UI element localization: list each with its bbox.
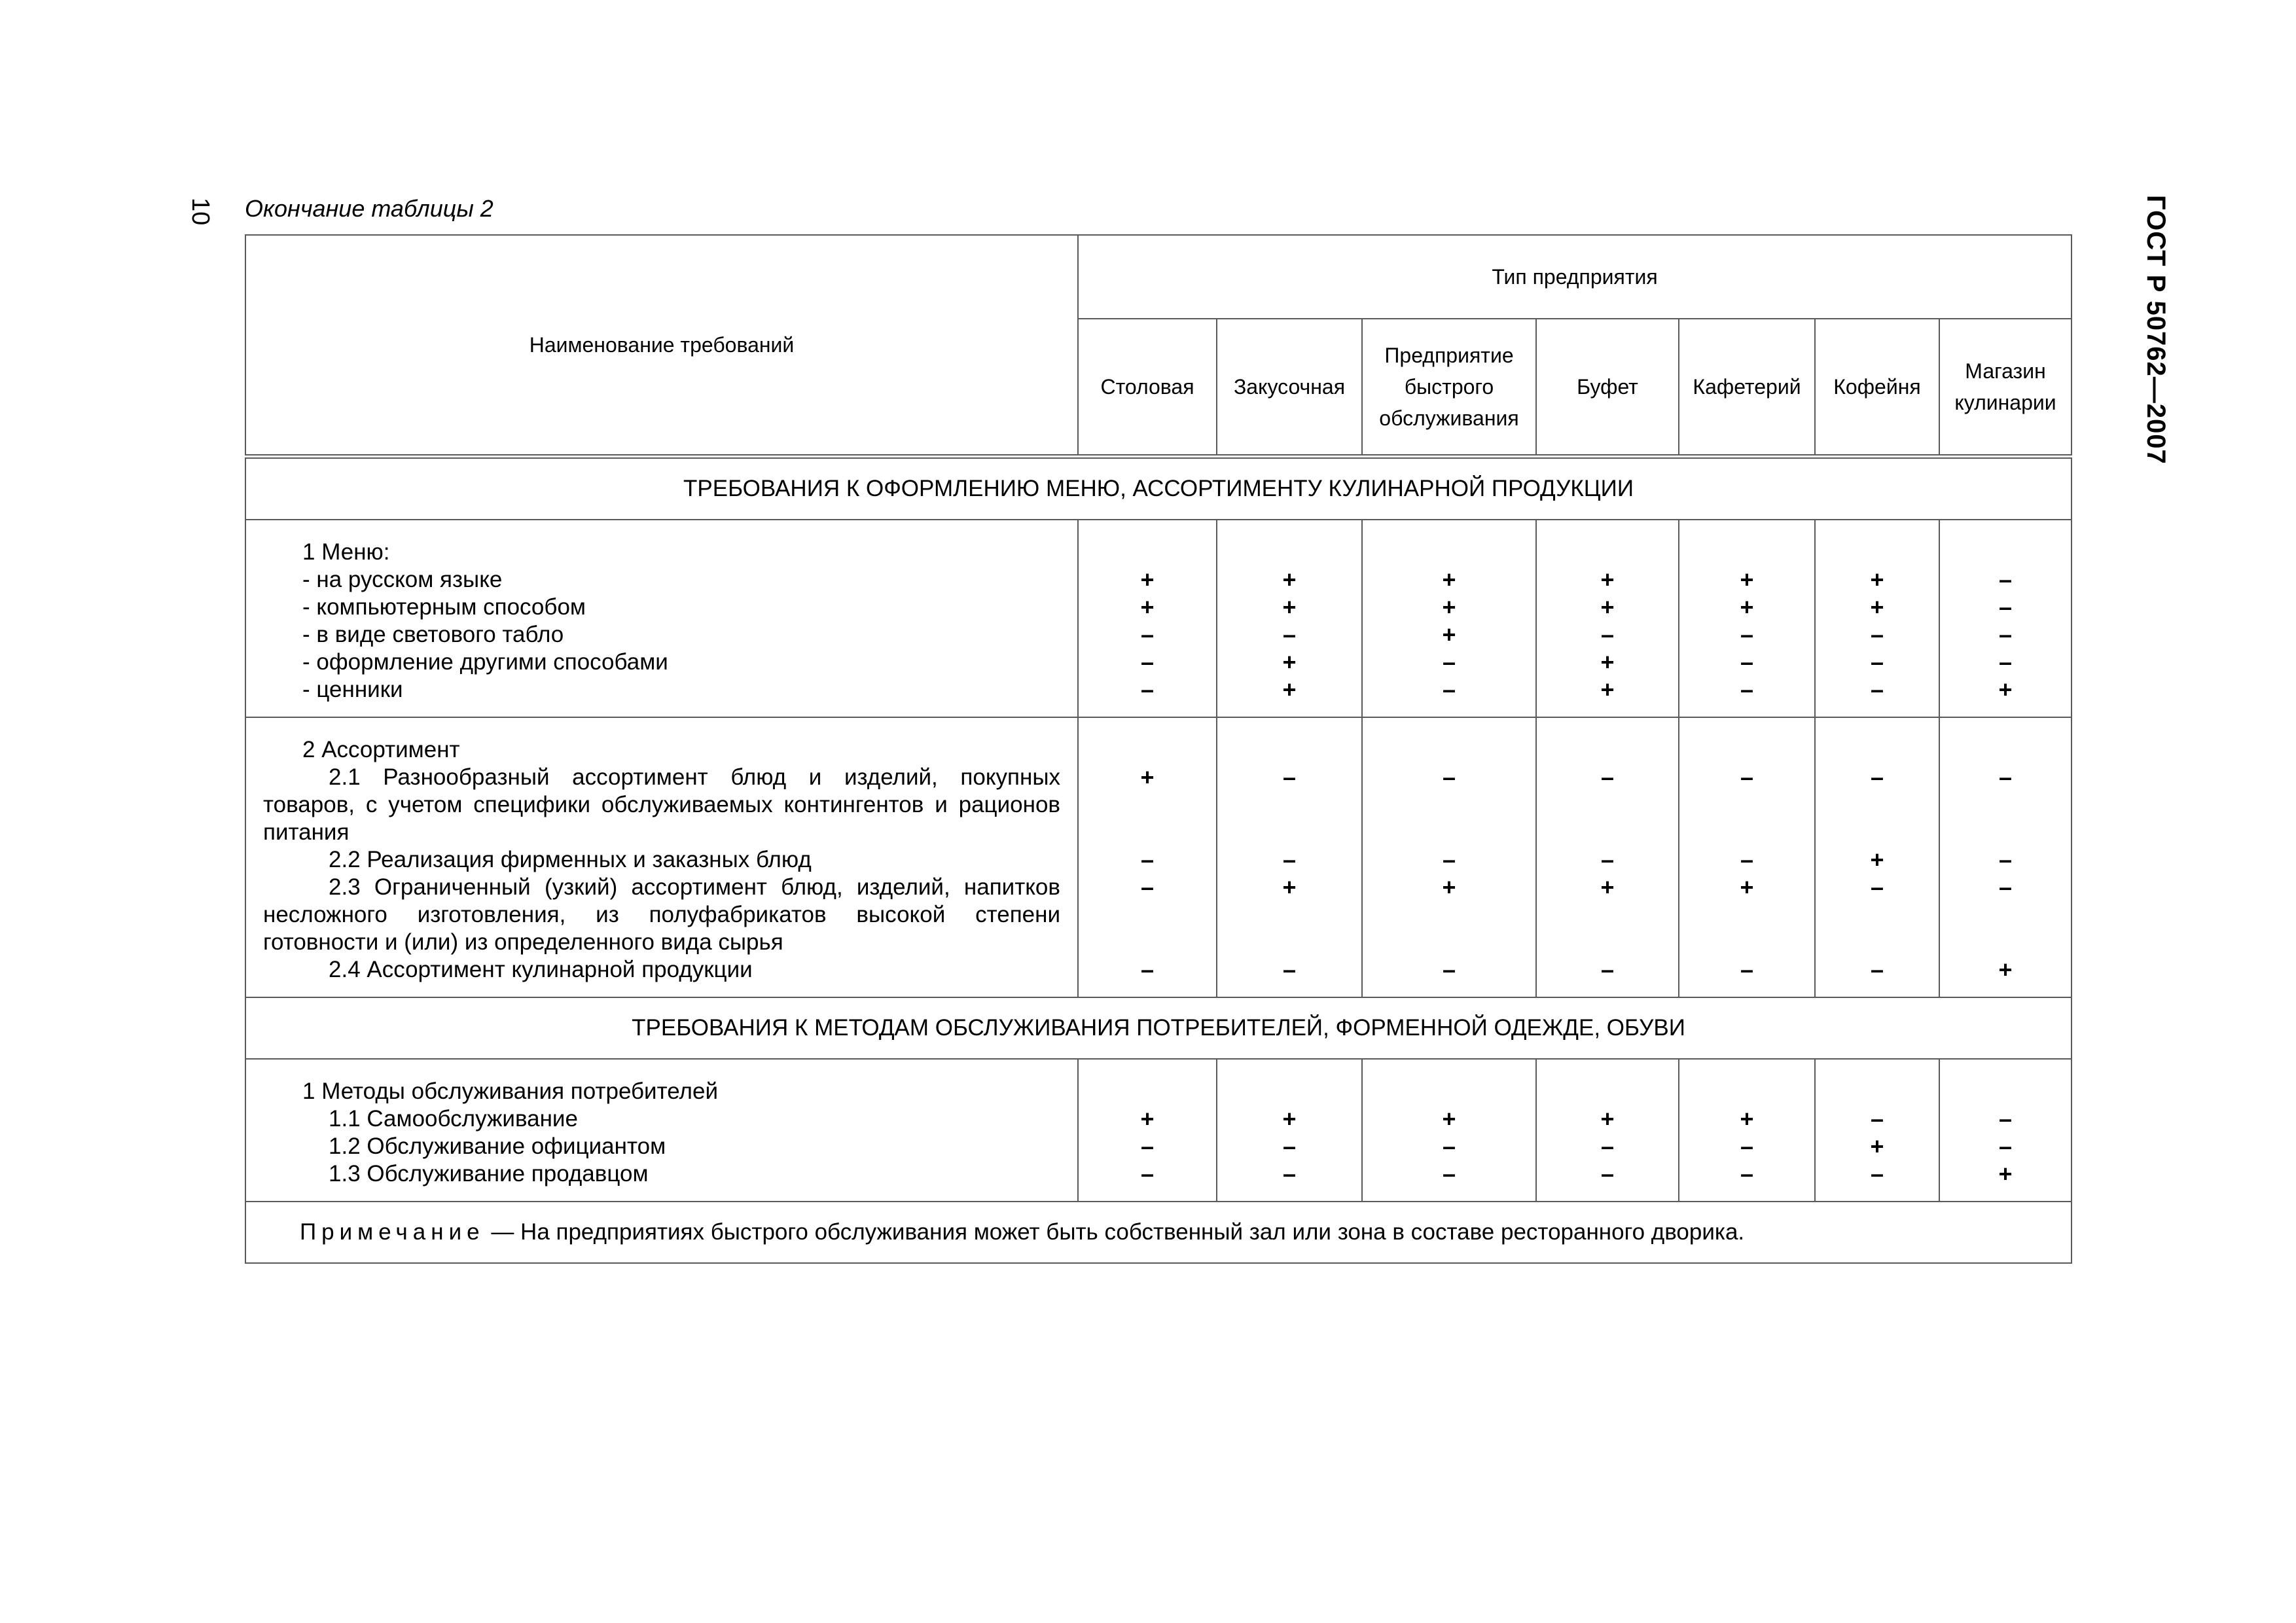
header-col-magazin: Магазин кулинарии (1939, 319, 2072, 456)
mark: + (1998, 955, 2013, 983)
mark: – (1870, 763, 1884, 791)
mark: + (1140, 565, 1155, 593)
mark: – (1282, 1132, 1297, 1160)
marks-col (1217, 1059, 1362, 1202)
mark: – (1600, 1160, 1615, 1187)
list-item: 2.4 Ассортимент кулинарной продукции (329, 956, 753, 982)
mark: – (1999, 620, 2013, 648)
mark: + (1740, 873, 1754, 901)
list-item: 1.1 Самообслуживание (329, 1105, 578, 1132)
mark: + (1740, 593, 1754, 620)
mark: + (1600, 873, 1615, 901)
marks-col (1078, 520, 1217, 717)
gost-designation: ГОСТ Р 50762—2007 (2142, 195, 2170, 465)
block-menu (245, 520, 2072, 717)
list-item: - на русском языке (302, 566, 503, 592)
mark: + (1282, 593, 1297, 620)
mark: – (1140, 648, 1155, 675)
marks-col (1078, 1059, 1217, 1202)
mark: – (1140, 675, 1155, 703)
mark: + (1140, 1105, 1155, 1132)
mark: + (1600, 593, 1615, 620)
marks-col (1939, 717, 2072, 997)
mark: – (1999, 1132, 2013, 1160)
list-item: 2.1 Разнообразный ассортимент блюд и изделий, покупных товаров, с учетом специфики обслуживаемых контингентов и рационов питания (263, 764, 1060, 845)
marks-col (1217, 520, 1362, 717)
mark: – (1282, 1160, 1297, 1187)
marks-col (1536, 1059, 1679, 1202)
mark: + (1282, 675, 1297, 703)
marks-col (1679, 520, 1815, 717)
page-number: 10 (187, 198, 214, 226)
mark: – (1140, 873, 1155, 901)
mark: – (1442, 846, 1456, 873)
block-heading: 2 Ассортимент (302, 736, 460, 762)
mark: – (1282, 955, 1297, 983)
mark: – (1999, 593, 2013, 620)
mark: – (1442, 648, 1456, 675)
marks-col (1536, 717, 1679, 997)
header-col-kofeynya: Кофейня (1815, 319, 1939, 456)
block-service-methods (245, 1059, 2072, 1202)
mark: + (1600, 675, 1615, 703)
mark: – (1999, 565, 2013, 593)
marks-col (1815, 717, 1939, 997)
mark: – (1740, 1160, 1754, 1187)
mark: + (1870, 846, 1884, 873)
note-label: Примечание (300, 1219, 485, 1245)
header-col-bufet: Буфет (1536, 319, 1679, 456)
marks-col (1679, 717, 1815, 997)
requirements-table (245, 234, 2072, 1264)
mark: – (1740, 620, 1754, 648)
mark: – (1282, 763, 1297, 791)
block-assortment-text (245, 717, 1078, 997)
marks-col (1362, 1059, 1536, 1202)
mark: + (1442, 620, 1456, 648)
mark: + (1998, 675, 2013, 703)
mark: – (1140, 1132, 1155, 1160)
mark: + (1282, 873, 1297, 901)
header-col-fast-service: Предприятие быстрого обслуживания (1362, 319, 1536, 456)
list-item: - оформление другими способами (302, 649, 668, 675)
mark: + (1140, 593, 1155, 620)
mark: – (1600, 763, 1615, 791)
section-title-service: ТРЕБОВАНИЯ К МЕТОДАМ ОБСЛУЖИВАНИЯ ПОТРЕБИТЕЛЕЙ, ФОРМЕННОЙ ОДЕЖДЕ, ОБУВИ (245, 997, 2072, 1059)
mark: + (1870, 565, 1884, 593)
note-text: — На предприятиях быстрого обслуживания может быть собственный зал или зона в составе ресторанного дворика. (484, 1219, 1745, 1245)
mark: + (1740, 1105, 1754, 1132)
mark: – (1740, 675, 1754, 703)
header-col-zakusochnaya: Закусочная (1217, 319, 1362, 456)
mark: – (1600, 955, 1615, 983)
header-name-col: Наименование требований (245, 235, 1078, 456)
list-item: 1.3 Обслуживание продавцом (329, 1160, 649, 1186)
marks-col (1217, 717, 1362, 997)
mark: + (1442, 873, 1456, 901)
mark: + (1740, 565, 1754, 593)
mark: + (1442, 593, 1456, 620)
mark: – (1140, 620, 1155, 648)
mark: – (1870, 1160, 1884, 1187)
mark: + (1442, 565, 1456, 593)
mark: – (1999, 873, 2013, 901)
mark: + (1870, 1132, 1884, 1160)
mark: + (1870, 593, 1884, 620)
list-item: 1.2 Обслуживание официантом (329, 1133, 666, 1159)
mark: – (1140, 955, 1155, 983)
marks-col (1939, 520, 2072, 717)
marks-col (1679, 1059, 1815, 1202)
list-item: 2.3 Ограниченный (узкий) ассортимент блюд, изделий, напитков несложного изготовления, из полуфабрикатов высокой степени готовности и (или) из определенного вида сырья (263, 874, 1060, 955)
mark: – (1999, 763, 2013, 791)
list-item: - в виде светового табло (302, 621, 564, 647)
table-caption: Окончание таблицы 2 (245, 195, 493, 222)
mark: + (1282, 1105, 1297, 1132)
mark: – (1140, 1160, 1155, 1187)
mark: – (1870, 620, 1884, 648)
mark: – (1442, 1132, 1456, 1160)
mark: – (1870, 675, 1884, 703)
mark: – (1600, 846, 1615, 873)
mark: – (1870, 1105, 1884, 1132)
mark: – (1740, 846, 1754, 873)
mark: + (1600, 648, 1615, 675)
mark: – (1600, 620, 1615, 648)
mark: – (1140, 846, 1155, 873)
block-assortment (245, 717, 2072, 997)
mark: – (1999, 846, 2013, 873)
block-menu-text (245, 520, 1078, 717)
mark: – (1740, 763, 1754, 791)
mark: – (1740, 648, 1754, 675)
mark: – (1870, 873, 1884, 901)
mark: – (1282, 846, 1297, 873)
marks-col (1815, 520, 1939, 717)
mark: – (1740, 1132, 1754, 1160)
mark: + (1998, 1160, 2013, 1187)
block-heading: 1 Методы обслуживания потребителей (302, 1078, 718, 1104)
marks-col (1815, 1059, 1939, 1202)
list-item: 2.2 Реализация фирменных и заказных блюд (329, 846, 812, 872)
mark: – (1282, 620, 1297, 648)
block-service-text (245, 1059, 1078, 1202)
mark: – (1999, 648, 2013, 675)
marks-col (1536, 520, 1679, 717)
mark: – (1442, 675, 1456, 703)
mark: – (1999, 1105, 2013, 1132)
section-title-menu: ТРЕБОВАНИЯ К ОФОРМЛЕНИЮ МЕНЮ, АССОРТИМЕНТУ КУЛИНАРНОЙ ПРОДУКЦИИ (245, 456, 2072, 520)
list-item: - компьютерным способом (302, 594, 586, 620)
mark: – (1870, 648, 1884, 675)
mark: – (1870, 955, 1884, 983)
mark: – (1600, 1132, 1615, 1160)
mark: – (1740, 955, 1754, 983)
mark: + (1282, 565, 1297, 593)
mark: + (1600, 1105, 1615, 1132)
mark: – (1442, 763, 1456, 791)
mark: + (1442, 1105, 1456, 1132)
list-item: - ценники (302, 676, 403, 702)
header-col-kafeteriy: Кафетерий (1679, 319, 1815, 456)
marks-col (1078, 717, 1217, 997)
marks-col (1939, 1059, 2072, 1202)
marks-col (1362, 520, 1536, 717)
mark: – (1442, 955, 1456, 983)
header-type-group: Тип предприятия (1078, 235, 2072, 319)
mark: + (1140, 763, 1155, 791)
header-col-stolovaya: Столовая (1078, 319, 1217, 456)
mark: + (1282, 648, 1297, 675)
marks-col (1362, 717, 1536, 997)
mark: – (1442, 1160, 1456, 1187)
mark: + (1600, 565, 1615, 593)
block-heading: 1 Меню: (302, 539, 390, 565)
table-note (245, 1202, 2072, 1263)
